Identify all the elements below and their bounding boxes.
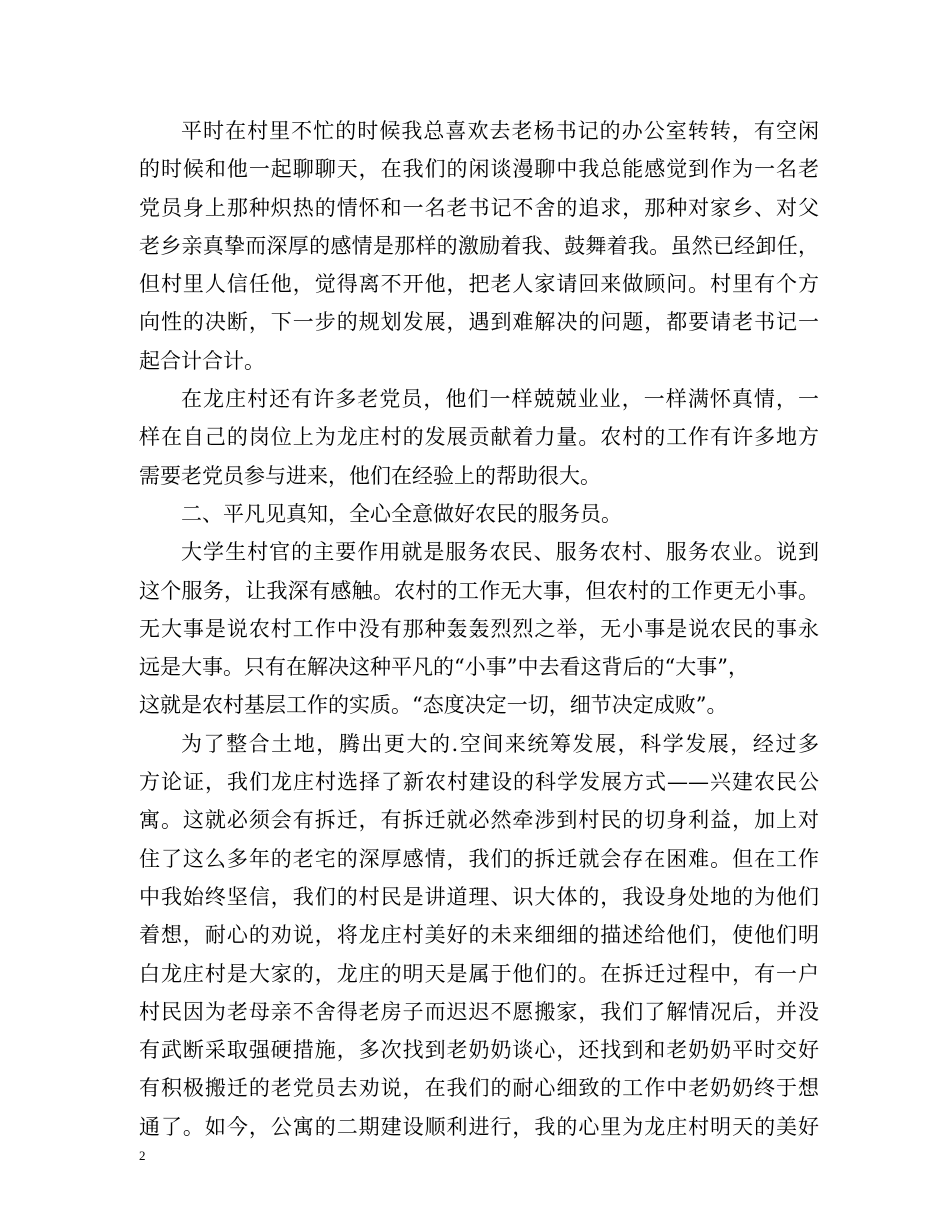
text-line: 大学生村官的主要作用就是服务农民、服务农村、服务农业。说到 bbox=[181, 540, 819, 565]
text-line: 需要老党员参与进来，他们在经验上的帮助很大。 bbox=[139, 463, 601, 488]
text-line: 中我始终坚信，我们的村民是讲道理、识大体的，我设身处地的为他们 bbox=[139, 884, 819, 909]
text-line: 这个服务，让我深有感触。农村的工作无大事，但农村的工作更无小事。 bbox=[139, 578, 819, 603]
text-line: 方论证，我们龙庄村选择了新农村建设的科学发展方式——兴建农民公 bbox=[139, 770, 819, 795]
text-line: 寓。这就必须会有拆迁，有拆迁就必然牵涉到村民的切身利益，加上对 bbox=[139, 808, 819, 833]
text-line: 远是大事。只有在解决这种平凡的“小事”中去看这背后的“大事”， bbox=[139, 655, 749, 680]
text-line: 为了整合土地，腾出更大的.空间来统筹发展，科学发展，经过多 bbox=[181, 731, 819, 756]
text-line: 这就是农村基层工作的实质。“态度决定一切，细节决定成败”。 bbox=[139, 693, 728, 718]
text-line: 通了。如今，公寓的二期建设顺利进行，我的心里为龙庄村明天的美好 bbox=[139, 1114, 819, 1139]
text-line: 但村里人信任他，觉得离不开他，把老人家请回来做顾问。村里有个方 bbox=[139, 272, 819, 297]
text-line: 二、平凡见真知，全心全意做好农民的服务员。 bbox=[181, 501, 622, 526]
text-line: 起合计合计。 bbox=[139, 348, 265, 373]
text-line: 向性的决断，下一步的规划发展，遇到难解决的问题，都要请老书记一 bbox=[139, 310, 819, 335]
text-line: 无大事是说农村工作中没有那种轰轰烈烈之举，无小事是说农民的事永 bbox=[139, 616, 819, 641]
text-line: 村民因为老母亲不舍得老房子而迟迟不愿搬家，我们了解情况后，并没 bbox=[139, 999, 819, 1024]
text-line: 老乡亲真挚而深厚的感情是那样的激励着我、鼓舞着我。虽然已经卸任， bbox=[139, 233, 819, 258]
text-line: 平时在村里不忙的时候我总喜欢去老杨书记的办公室转转，有空闲 bbox=[181, 119, 819, 143]
text-line: 的时候和他一起聊聊天，在我们的闲谈漫聊中我总能感觉到作为一名老 bbox=[139, 157, 819, 182]
document-body bbox=[139, 112, 819, 1146]
text-line: 有武断采取强硬措施，多次找到老奶奶谈心，还找到和老奶奶平时交好 bbox=[139, 1038, 819, 1063]
text-line: 有积极搬迁的老党员去劝说，在我们的耐心细致的工作中老奶奶终于想 bbox=[139, 1076, 819, 1101]
text-line: 样在自己的岗位上为龙庄村的发展贡献着力量。农村的工作有许多地方 bbox=[139, 425, 819, 450]
text-line: 住了这么多年的老宅的深厚感情，我们的拆迁就会存在困难。但在工作 bbox=[139, 846, 819, 871]
text-line: 白龙庄村是大家的，龙庄的明天是属于他们的。在拆迁过程中，有一户 bbox=[139, 961, 819, 986]
text-line: 在龙庄村还有许多老党员，他们一样兢兢业业，一样满怀真情，一 bbox=[181, 387, 819, 412]
text-line: 党员身上那种炽热的情怀和一名老书记不舍的追求，那种对家乡、对父 bbox=[139, 195, 819, 220]
text-line: 着想，耐心的劝说，将龙庄村美好的未来细细的描述给他们，使他们明 bbox=[139, 923, 819, 948]
page-number: 2 bbox=[139, 1148, 146, 1163]
